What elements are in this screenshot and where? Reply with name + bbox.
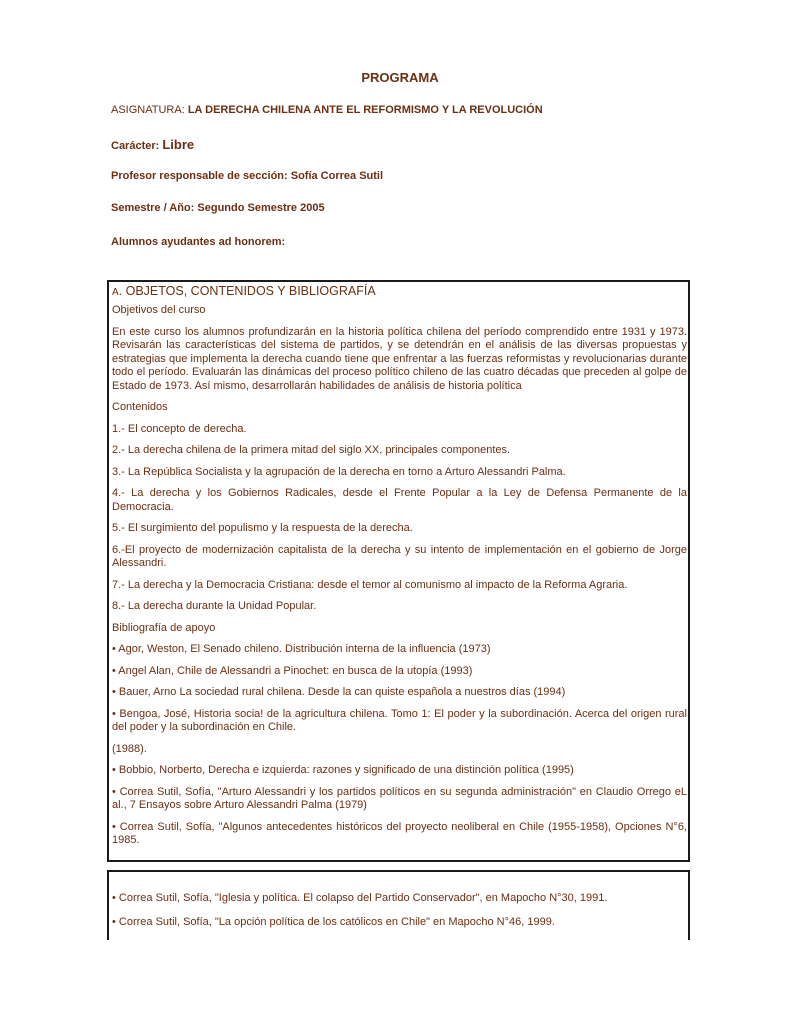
bibliografia-item: • Correa Sutil, Sofía, "La opción política de los católicos en Chile" en Mapocho N°46, 1999. xyxy=(112,915,555,928)
caracter-value: Libre xyxy=(162,137,195,152)
bibliografia-item: • Correa Sutil, Sofía, "Algunos antecedentes históricos del proyecto neoliberal en Chile (1955-1958), Opciones N°6, 1985. xyxy=(112,820,687,846)
caracter-line xyxy=(111,137,194,152)
contenido-item: 5.- El surgimiento del populismo y la respuesta de la derecha. xyxy=(112,522,413,534)
semestre-text: Semestre / Año: Segundo Semestre 2005 xyxy=(111,202,325,214)
caracter-label: Carácter: xyxy=(111,140,163,152)
contenido-item: 8.- La derecha durante la Unidad Popular. xyxy=(112,600,317,612)
section-header xyxy=(112,284,688,298)
bibliografia-item: • Angel Alan, Chile de Alessandri a Pinochet: en busca de la utopía (1993) xyxy=(112,664,473,677)
asignatura-line xyxy=(111,104,543,116)
contenidos-heading: Contenidos xyxy=(112,401,168,413)
section-title: . OBJETOS, CONTENIDOS Y BIBLIOGRAFÍA xyxy=(118,284,376,298)
contenido-item: 2.- La derecha chilena de la primera mitad del siglo XX, principales componentes. xyxy=(112,444,511,456)
bibliografia-item: • Bobbio, Norberto, Derecha e izquierda: razones y significado de una distinción política (1995) xyxy=(112,764,574,776)
semestre-line xyxy=(111,202,325,214)
section-box-a xyxy=(107,280,690,862)
profesor-text: Profesor responsable de sección: Sofía Correa Sutil xyxy=(111,170,384,182)
ayudantes-text: Alumnos ayudantes ad honorem: xyxy=(111,236,286,248)
contenido-item: 4.- La derecha y los Gobiernos Radicales, desde el Frente Popular a la Ley de Defensa Permanente de la Democracia. xyxy=(112,487,687,513)
contenido-item: 6.-El proyecto de modernización capitalista de la derecha y su intento de implementación en el gobierno de Jorge Alessandri. xyxy=(112,543,687,569)
objetivos-heading: Objetivos del curso xyxy=(112,304,206,316)
bibliografia-item: • Correa Sutil, Sofía, "Arturo Alessandri y los partidos políticos en su segunda administración" en Claudio Orrego eL al., 7 Ensayos sobre Arturo Alessandri Palma (1979) xyxy=(112,785,687,811)
objetivos-text: En este curso los alumnos profundizarán en la historia política chilena del período comprendido entre 1931 y 1973. Revisarán las características del sistema de partidos, y se detendrán en el análisis de las diversas propuestas y estrategias que implementa la derecha cuando tiene que enfrentar a las fuerzas reformistas y revolucionarias durante todo el período. Evaluarán las dinámicas del proceso político chileno de las cuatro décadas que preceden al golpe de Estado de 1973. Así mismo, desarrollarán habilidades de análisis de historia política xyxy=(112,325,687,392)
bibliografia-item: • Bauer, Arno La sociedad rural chilena. Desde la can quiste española a nuestros días (1994) xyxy=(112,686,566,698)
contenido-item: 7.- La derecha y la Democracia Cristiana: desde el temor al comunismo al impacto de la Reforma Agraria. xyxy=(112,578,628,591)
bibliografia-item: • Correa Sutil, Sofía, "Iglesia y política. El colapso del Partido Conservador", en Mapocho N°30, 1991. xyxy=(112,892,608,904)
bibliografia-heading: Bibliografía de apoyo xyxy=(112,621,216,634)
asignatura-label: ASIGNATURA: xyxy=(111,104,188,116)
contenido-item: 3.- La República Socialista y la agrupación de la derecha en torno a Arturo Alessandri Palma. xyxy=(112,465,566,478)
ayudantes-line xyxy=(111,236,285,248)
bibliografia-item: (1988). xyxy=(112,742,147,755)
section-letter: A xyxy=(112,287,119,298)
asignatura-value: LA DERECHA CHILENA ANTE EL REFORMISMO Y LA REVOLUCIÓN xyxy=(187,104,543,116)
page-title: PROGRAMA xyxy=(361,70,439,85)
bibliografia-item: • Bengoa, José, Historia socia! de la agricultura chilena. Tomo 1: El poder y la subordinación. Acerca del origen rural del poder y la subordinación en Chile. xyxy=(112,707,687,733)
section-box-continued xyxy=(107,870,690,940)
bibliografia-item: • Agor, Weston, El Senado chileno. Distribución interna de la influencia (1973) xyxy=(112,643,491,655)
contenido-item: 1.- El concepto de derecha. xyxy=(112,422,247,435)
profesor-line xyxy=(111,170,383,182)
